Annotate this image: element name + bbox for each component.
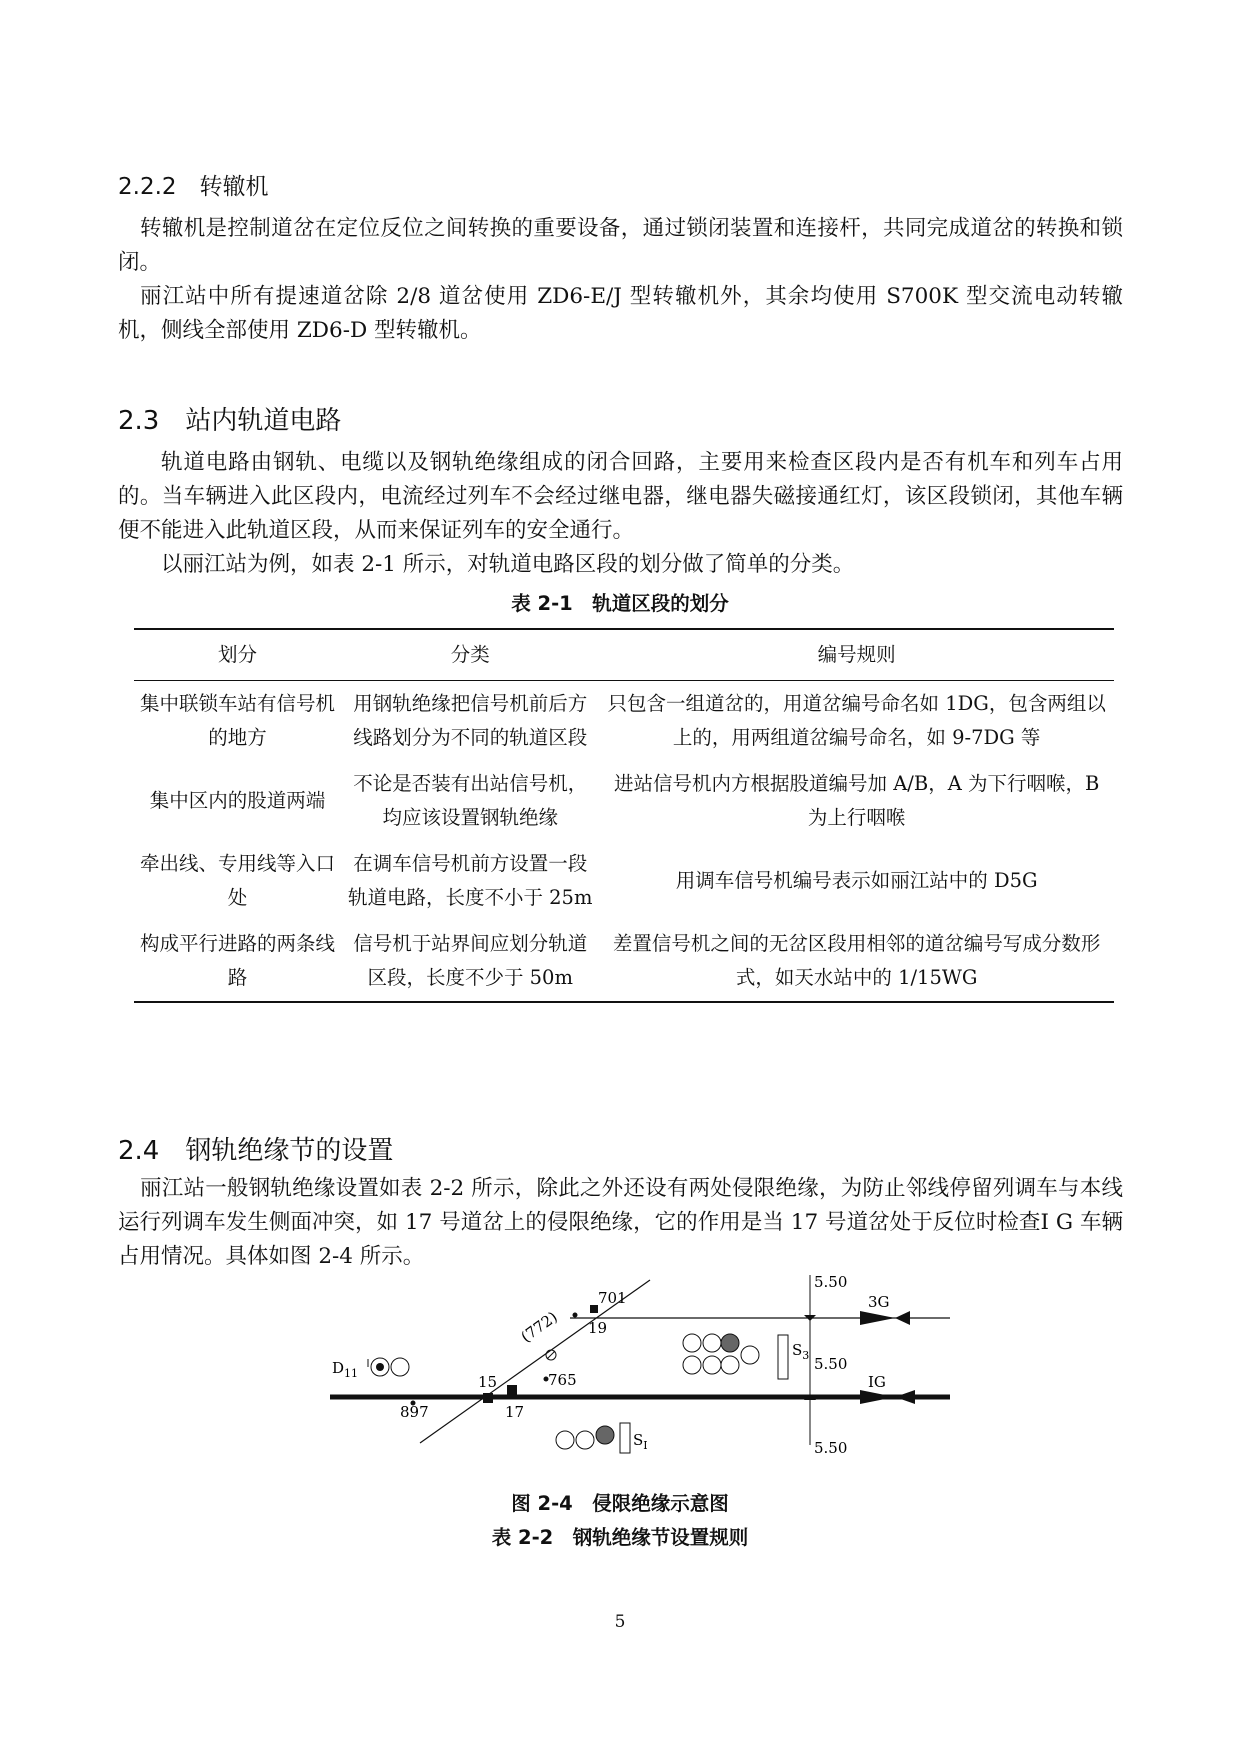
table-row xyxy=(134,761,1114,841)
label-897: 897 xyxy=(400,1403,429,1421)
figure-2-4-track-diagram xyxy=(320,1275,960,1455)
label-772: (772) xyxy=(517,1307,561,1347)
switch-19-marker xyxy=(590,1305,598,1313)
signal-s3-icon xyxy=(683,1334,788,1379)
table-header-row xyxy=(134,629,1114,681)
switch-17-marker xyxy=(507,1385,517,1395)
label-si: $S_I$ xyxy=(633,1431,648,1452)
table-cell: 集中联锁车站有信号机的地方 xyxy=(140,692,336,749)
table-cell: 构成平行进路的两条线路 xyxy=(134,921,341,1002)
track-section-table xyxy=(134,628,1114,1003)
label-17: 17 xyxy=(505,1403,525,1421)
label-3g: 3G xyxy=(868,1293,890,1311)
col-header: 编号规则 xyxy=(599,629,1114,681)
section-23-body xyxy=(118,446,1123,582)
paragraph: 丽江站中所有提速道岔除 2/8 道岔使用 ZD6-E/J 型转辙机外，其余均使用 S700K 型交流电动转辙机，侧线全部使用 ZD6-D 型转辙机。 xyxy=(118,284,1123,343)
heading-2-4: 2.4 钢轨绝缘节的设置 xyxy=(118,1136,394,1166)
label-dimension-top: 5.50 xyxy=(814,1275,848,1291)
table-cell: 牵出线、专用线等入口处 xyxy=(140,852,336,909)
track-arrow-icon xyxy=(860,1390,895,1404)
table-row xyxy=(134,921,1114,1002)
label-s3: $S_3$ xyxy=(792,1341,810,1362)
table-cell: 差置信号机之间的无岔区段用相邻的道岔编号写成分数形式，如天水站中的 1/15WG xyxy=(599,921,1114,1002)
table-cell: 不论是否装有出站信号机，均应该设置钢轨绝缘 xyxy=(353,772,588,829)
page-number: 5 xyxy=(614,1612,626,1632)
table-row xyxy=(134,681,1114,762)
paragraph: 转辙机是控制道岔在定位反位之间转换的重要设备，通过锁闭装置和连接杆，共同完成道岔的转换和锁闭。 xyxy=(118,216,1123,275)
table-cell: 在调车信号机前方设置一段轨道电路，长度不小于 25m xyxy=(347,852,593,909)
table-2-1-caption: 表 2-1 轨道区段的划分 xyxy=(511,592,729,615)
signal-d11-icon xyxy=(368,1358,409,1376)
track-arrow-icon xyxy=(860,1311,895,1325)
table-2-2-caption: 表 2-2 钢轨绝缘节设置规则 xyxy=(491,1526,749,1549)
paragraph: 丽江站一般钢轨绝缘设置如表 2-2 所示，除此之外还设有两处侵限绝缘，为防止邻线停留列调车与本线运行列调车发生侧面冲突，如 17 号道岔上的侵限绝缘，它的作用是当 17 号道岔处于反位时检查Ⅰ G 车辆占用情况。具体如图 2-4 所示。 xyxy=(118,1176,1123,1269)
track-arrow-icon xyxy=(895,1390,915,1404)
track-arrow-icon xyxy=(895,1311,910,1325)
heading-2-3: 2.3 站内轨道电路 xyxy=(118,406,342,436)
col-header: 分类 xyxy=(341,629,599,681)
paragraph: 以丽江站为例，如表 2-1 所示，对轨道电路区段的划分做了简单的分类。 xyxy=(161,552,855,577)
table-row xyxy=(134,841,1114,921)
table-cell: 集中区内的股道两端 xyxy=(149,789,326,812)
insulation-joint-icon xyxy=(573,1313,578,1318)
table-cell: 信号机于站界间应划分轨道区段，长度不少于 50m xyxy=(341,921,599,1002)
figure-2-4-caption: 图 2-4 侵限绝缘示意图 xyxy=(511,1492,729,1515)
heading-2-2-2: 2.2.2 转辙机 xyxy=(118,174,269,200)
switch-15-marker xyxy=(483,1393,493,1403)
label-dimension-bottom: 5.50 xyxy=(814,1439,848,1455)
table-cell: 只包含一组道岔的，用道岔编号命名如 1DG，包含两组以上的，用两组道岔编号命名，如 9-7DG 等 xyxy=(607,692,1106,749)
table-cell: 用调车信号机编号表示如丽江站中的 D5G xyxy=(675,869,1038,892)
table-cell: 进站信号机内方根据股道编号加 A/B，A 为下行咽喉，B 为上行咽喉 xyxy=(614,772,1100,829)
table-cell: 用钢轨绝缘把信号机前后方线路划分为不同的轨道区段 xyxy=(353,692,588,749)
section-24-body xyxy=(118,1172,1123,1274)
section-222-body xyxy=(118,212,1123,348)
label-701: 701 xyxy=(598,1289,627,1307)
label-ig: IG xyxy=(868,1373,886,1391)
label-765: 765 xyxy=(548,1371,577,1389)
label-dimension-mid: 5.50 xyxy=(814,1355,848,1373)
col-header: 划分 xyxy=(134,629,341,681)
signal-si-icon xyxy=(556,1423,630,1453)
paragraph: 轨道电路由钢轨、电缆以及钢轨绝缘组成的闭合回路，主要用来检查区段内是否有机车和列车占用的。当车辆进入此区段内，电流经过列车不会经过继电器，继电器失磁接通红灯，该区段锁闭，其他车辆便不能进入此轨道区段，从而来保证列车的安全通行。 xyxy=(118,450,1123,543)
label-19: 19 xyxy=(588,1319,608,1337)
label-d11: $D_{11}$ xyxy=(332,1359,359,1380)
label-15: 15 xyxy=(478,1373,498,1391)
